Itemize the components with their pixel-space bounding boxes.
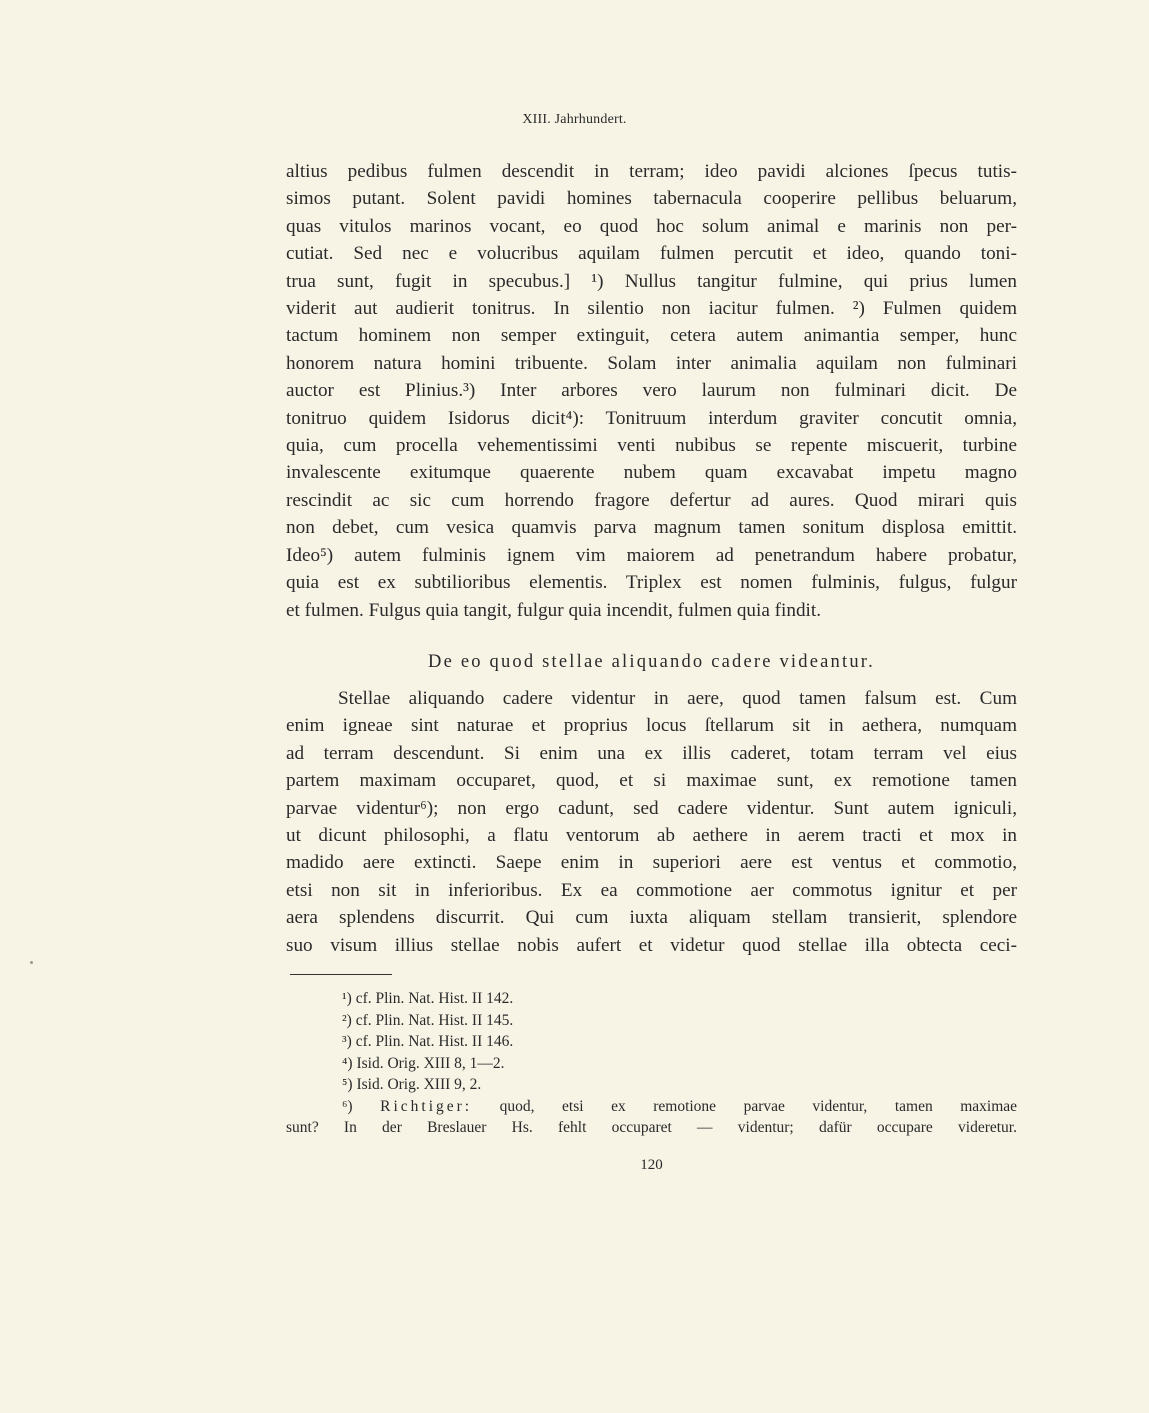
text-line: partem maximam occuparet, quod, et si maximae sunt, ex remotione tamen (286, 770, 1017, 792)
footnote-text: Isid. Orig. XIII 8, 1—2. (356, 1054, 505, 1072)
text-line: quia, cum procella vehementissimi venti nubibus se repente miscuerit, turbine (286, 435, 1017, 457)
text-line: honorem natura homini tribuente. Solam inter animalia aquilam non fulminari (286, 352, 1017, 374)
section-heading: De eo quod stellae aliquando cadere videantur. (428, 652, 875, 672)
text-line: suo visum illius stellae nobis aufert et videtur quod stellae illa obtecta ceci- (286, 934, 1017, 956)
footnote (286, 1053, 1017, 1075)
text-line: etsi non sit in inferioribus. Ex ea commotione aer commotus ignitur et per (286, 879, 1017, 901)
running-head (0, 112, 1149, 128)
paper-speck (30, 961, 33, 964)
text-line: aera splendens discurrit. Qui cum iuxta aliquam stellam transierit, splendore (286, 907, 1017, 929)
text-line: et fulmen. Fulgus quia tangit, fulgur quia incendit, fulmen quia findit. (286, 599, 822, 621)
running-head-text: XIII. Jahrhundert. (522, 112, 627, 127)
text-line: viderit aut audierit tonitrus. In silentio non iacitur fulmen. ²) Fulmen quidem (286, 298, 1017, 320)
footnote-mark: ³) (342, 1033, 352, 1050)
paragraph-2 (286, 685, 1017, 959)
text-line: enim igneae sint naturae et proprius locus ſtellarum sit in aethera, numquam (286, 715, 1017, 737)
text-line: ad terram descendunt. Si enim una ex illis caderet, totam terram vel eius (286, 742, 1017, 764)
text-line: simos putant. Solent pavidi homines tabernacula cooperire pellibus beluarum, (286, 188, 1017, 210)
footnote (286, 1031, 1017, 1053)
footnote (286, 1074, 1017, 1096)
footnote-mark: ²) (342, 1011, 352, 1029)
text-line: trua sunt, fugit in specubus.] ¹) Nullus tangitur fulmine, qui prius lumen (286, 270, 1017, 292)
text-line: quia est ex subtilioribus elementis. Triplex est nomen fulminis, fulgus, fulgur (286, 572, 1017, 594)
paragraph-1 (286, 158, 1017, 624)
footnote-text: cf. Plin. Nat. Hist. II 145. (355, 1011, 514, 1029)
page-number: 120 (640, 1157, 663, 1173)
footnotes (286, 988, 1017, 1139)
text-line: tonitruo quidem Isidorus dicit⁴): Tonitruum interdum graviter concutit omnia, (286, 407, 1017, 429)
text-line: altius pedibus fulmen descendit in terram; ideo pavidi alciones ſpecus tutis- (286, 161, 1017, 182)
footnote (286, 988, 1017, 1010)
text-line: Ideo⁵) autem fulminis ignem vim maiorem ad penetrandum habere probatur, (286, 544, 1017, 566)
text-line: ut dicunt philosophi, a flatu ventorum ab aethere in aerem tracti et mox in (286, 825, 1017, 847)
text-line: madido aere extincti. Saepe enim in superiori aere est ventus et commotio, (286, 852, 1017, 874)
footnote-text: quod, etsi ex remotione parvae videntur, tamen maximae (499, 1097, 1018, 1115)
text-line: cutiat. Sed nec e volucribus aquilam fulmen percutit et ideo, quando toni- (286, 243, 1017, 265)
footnote (286, 1010, 1017, 1032)
text-line: Stellae aliquando cadere videntur in aere, quod tamen falsum est. Cum (338, 688, 1017, 709)
footnote-continuation: sunt? In der Breslauer Hs. fehlt occuparet — videntur; dafür occupare videretur. (286, 1119, 1017, 1136)
text-line: invalescente exitumque quaerente nubem quam excavabat impetu magno (286, 462, 1017, 484)
footnote-text: cf. Plin. Nat. Hist. II 146. (355, 1033, 514, 1050)
text-line: tactum hominem non semper extinguit, cetera autem animantia semper, hunc (286, 325, 1017, 347)
footnote (286, 1096, 1017, 1118)
footnote-label: Richtiger: (380, 1097, 473, 1115)
footnote-rule (290, 974, 392, 975)
footnote-mark: ⁶) (342, 1097, 353, 1115)
footnote-text: Isid. Orig. XIII 9, 2. (356, 1076, 482, 1093)
footnote-mark: ¹) (342, 990, 352, 1007)
footnote-mark: ⁴) (342, 1054, 353, 1072)
footnote-mark: ⁵) (342, 1076, 353, 1093)
text-line: auctor est Plinius.³) Inter arbores vero laurum non fulminari dicit. De (286, 380, 1017, 402)
footnote-text: cf. Plin. Nat. Hist. II 142. (355, 990, 514, 1007)
text-line: quas vitulos marinos vocant, eo quod hoc solum animal e marinis non per- (286, 215, 1017, 237)
text-line: parvae videntur⁶); non ergo cadunt, sed cadere videntur. Sunt autem igniculi, (286, 797, 1017, 819)
text-line: non debet, cum vesica quamvis parva magnum tamen sonitum displosa emittit. (286, 517, 1017, 539)
text-line: rescindit ac sic cum horrendo fragore defertur ad aures. Quod mirari quis (286, 489, 1017, 511)
